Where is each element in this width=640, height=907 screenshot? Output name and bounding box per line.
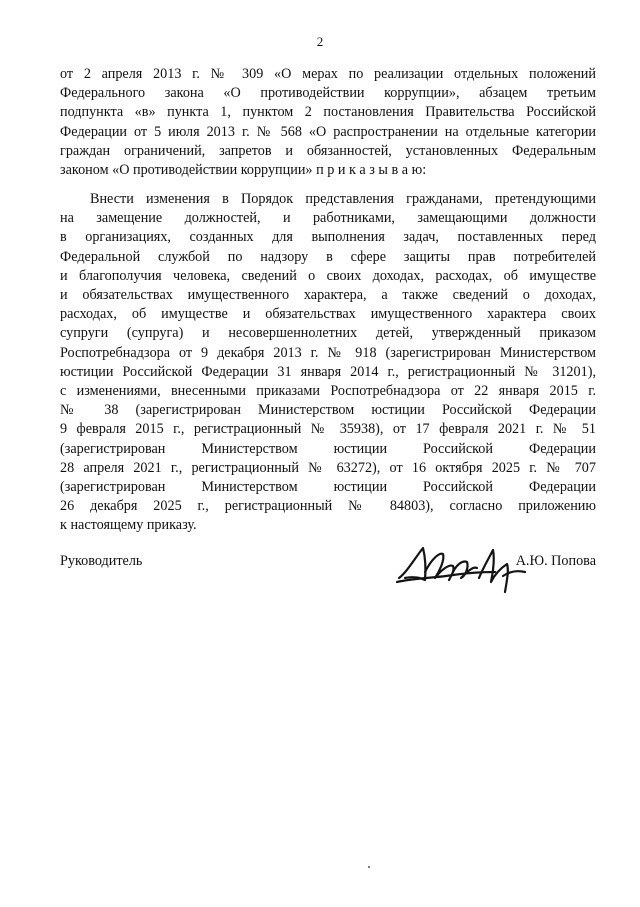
text-line: и благополучия человека, сведений о своих доходах, расходах, об имуществе	[60, 267, 596, 284]
text-line: (зарегистрирован Министерством юстиции Российской Федерации	[60, 440, 596, 457]
text-line: расходах, об имуществе и обязательствах имущественного характера своих	[60, 306, 596, 323]
text-line: 9 февраля 2015 г., регистрационный № 35938), от 17 февраля 2021 г. № 51	[60, 421, 596, 438]
text-line: Роспотребнадзора от 9 декабря 2013 г. № 918 (зарегистрирован Министерством	[60, 344, 596, 361]
text-line: граждан ограничений, запретов и обязанностей, установленных Федеральным	[60, 142, 596, 159]
paragraph-preamble	[60, 65, 596, 180]
text-line: от 2 апреля 2013 г. № 309 «О мерах по реализации отдельных положений	[60, 66, 596, 82]
text-line: 28 апреля 2021 г., регистрационный № 63272), от 16 октября 2025 г. № 707	[60, 459, 596, 476]
text-line: подпункта «в» пункта 1, пунктом 2 постановления Правительства Российской	[60, 104, 596, 121]
position-title: Руководитель	[60, 553, 143, 569]
text-line: и обязательствах имущественного характера, а также сведений о доходах,	[60, 287, 596, 304]
text-line: № 38 (зарегистрирован Министерством юстиции Российской Федерации	[60, 402, 596, 419]
text-line: супруги (супруга) и несовершеннолетних детей, утвержденный приказом	[60, 325, 596, 342]
text-line: (зарегистрирован Министерством юстиции Российской Федерации	[60, 479, 596, 496]
text-line: на замещение должностей, и работниками, замещающими должности	[60, 210, 596, 227]
text-line: в организациях, созданных для выполнения задач, поставленных перед	[60, 229, 596, 246]
signature-block	[60, 552, 596, 592]
text-line: 26 декабря 2025 г., регистрационный № 84803), согласно приложению	[60, 498, 596, 515]
handwritten-signature	[395, 542, 530, 594]
text-line: к настоящему приказу.	[60, 517, 197, 534]
text-line: юстиции Российской Федерации 31 января 2014 г., регистрационный № 31201),	[60, 363, 596, 380]
text-line: с изменениями, внесенными приказами Роспотребнадзора от 22 января 2015 г.	[60, 383, 596, 400]
scan-speck	[368, 866, 370, 868]
text-line: законом «О противодействии коррупции» п р и к а з ы в а ю:	[60, 162, 427, 179]
text-line: Федеральной службой по надзору в сфере защиты прав потребителей	[60, 248, 596, 265]
text-line: Внести изменения в Порядок представления гражданами, претендующими	[90, 191, 596, 207]
text-line: Федерального закона «О противодействии коррупции», абзацем третьим	[60, 85, 596, 102]
text-line: Федерации от 5 июля 2013 г. № 568 «О распространении на отдельные категории	[60, 123, 596, 140]
signatory-name: А.Ю. Попова	[515, 553, 596, 569]
paragraph-order	[60, 190, 596, 536]
page-number: 2	[316, 34, 324, 49]
